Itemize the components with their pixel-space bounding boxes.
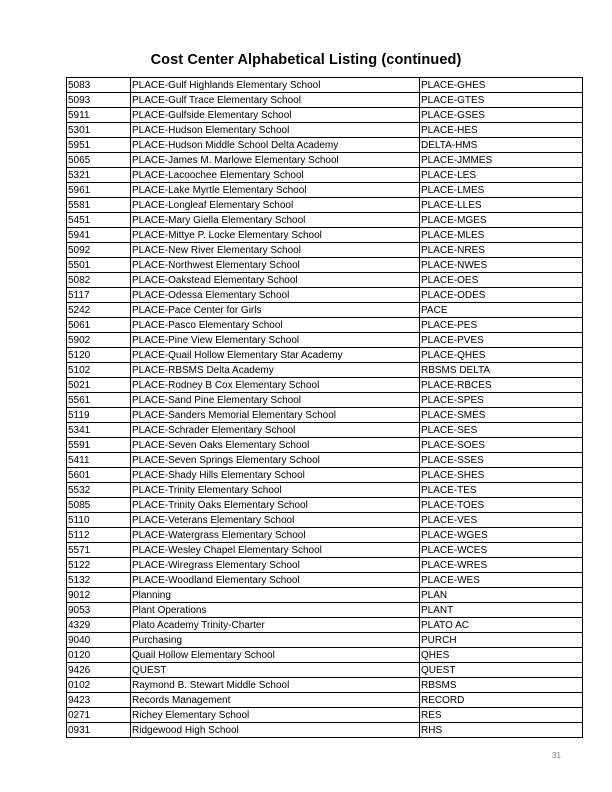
cost-center-abbreviation: PLACE-SMES (420, 408, 583, 423)
cost-center-code: 5093 (67, 93, 131, 108)
table-row (67, 423, 583, 438)
cost-center-code: 5561 (67, 393, 131, 408)
cost-center-name: PLACE-Lake Myrtle Elementary School (131, 183, 420, 198)
cost-center-name: PLACE-Odessa Elementary School (131, 288, 420, 303)
cost-center-name: PLACE-James M. Marlowe Elementary School (131, 153, 420, 168)
cost-center-name: PLACE-Rodney B Cox Elementary School (131, 378, 420, 393)
cost-center-code: 9426 (67, 663, 131, 678)
cost-center-abbreviation: PLACE-PVES (420, 333, 583, 348)
table-row (67, 588, 583, 603)
cost-center-table (66, 77, 583, 738)
cost-center-code: 5065 (67, 153, 131, 168)
cost-center-name: PLACE-Gulfside Elementary School (131, 108, 420, 123)
cost-center-name: PLACE-Quail Hollow Elementary Star Academy (131, 348, 420, 363)
cost-center-name: PLACE-Schrader Elementary School (131, 423, 420, 438)
table-row (67, 108, 583, 123)
cost-center-name: PLACE-Mittye P. Locke Elementary School (131, 228, 420, 243)
cost-center-code: 5112 (67, 528, 131, 543)
cost-center-abbreviation: RBSMS DELTA (420, 363, 583, 378)
cost-center-code: 9012 (67, 588, 131, 603)
cost-center-name: Quail Hollow Elementary School (131, 648, 420, 663)
cost-center-code: 5581 (67, 198, 131, 213)
table-row (67, 393, 583, 408)
cost-center-abbreviation: PLACE-SES (420, 423, 583, 438)
table-row (67, 363, 583, 378)
cost-center-abbreviation: PLACE-LLES (420, 198, 583, 213)
cost-center-name: PLACE-Longleaf Elementary School (131, 198, 420, 213)
cost-center-name: PLACE-Sand Pine Elementary School (131, 393, 420, 408)
cost-center-name: Plant Operations (131, 603, 420, 618)
cost-center-code: 5951 (67, 138, 131, 153)
table-row (67, 378, 583, 393)
cost-center-abbreviation: PLACE-NWES (420, 258, 583, 273)
cost-center-name: PLACE-Wesley Chapel Elementary School (131, 543, 420, 558)
cost-center-abbreviation: PLACE-TES (420, 483, 583, 498)
table-row (67, 528, 583, 543)
cost-center-code: 5122 (67, 558, 131, 573)
cost-center-abbreviation: PLACE-JMMES (420, 153, 583, 168)
cost-center-code: 5119 (67, 408, 131, 423)
cost-center-table-body (67, 78, 583, 738)
cost-center-name: Richey Elementary School (131, 708, 420, 723)
cost-center-name: PLACE-Hudson Elementary School (131, 123, 420, 138)
table-row (67, 153, 583, 168)
cost-center-name: PLACE-New River Elementary School (131, 243, 420, 258)
table-row (67, 213, 583, 228)
cost-center-abbreviation: PACE (420, 303, 583, 318)
cost-center-abbreviation: PURCH (420, 633, 583, 648)
cost-center-abbreviation: PLACE-WES (420, 573, 583, 588)
cost-center-abbreviation: PLACE-ODES (420, 288, 583, 303)
cost-center-code: 0102 (67, 678, 131, 693)
cost-center-name: PLACE-Sanders Memorial Elementary School (131, 408, 420, 423)
table-row (67, 648, 583, 663)
cost-center-name: PLACE-Trinity Elementary School (131, 483, 420, 498)
table-row (67, 243, 583, 258)
cost-center-abbreviation: PLACE-MGES (420, 213, 583, 228)
cost-center-abbreviation: PLACE-SSES (420, 453, 583, 468)
cost-center-name: Records Management (131, 693, 420, 708)
cost-center-code: 5061 (67, 318, 131, 333)
table-row (67, 618, 583, 633)
cost-center-name: PLACE-Seven Oaks Elementary School (131, 438, 420, 453)
cost-center-name: PLACE-Oakstead Elementary School (131, 273, 420, 288)
cost-center-name: PLACE-Northwest Elementary School (131, 258, 420, 273)
table-row (67, 573, 583, 588)
cost-center-abbreviation: PLACE-GSES (420, 108, 583, 123)
cost-center-code: 5082 (67, 273, 131, 288)
cost-center-abbreviation: PLACE-WCES (420, 543, 583, 558)
table-row (67, 693, 583, 708)
table-row (67, 348, 583, 363)
cost-center-abbreviation: RHS (420, 723, 583, 738)
table-row (67, 678, 583, 693)
cost-center-name: PLACE-Wiregrass Elementary School (131, 558, 420, 573)
table-row (67, 333, 583, 348)
cost-center-code: 5120 (67, 348, 131, 363)
cost-center-abbreviation: PLACE-SPES (420, 393, 583, 408)
cost-center-name: PLACE-Shady Hills Elementary School (131, 468, 420, 483)
table-row (67, 603, 583, 618)
table-row (67, 258, 583, 273)
cost-center-name: PLACE-Trinity Oaks Elementary School (131, 498, 420, 513)
table-row (67, 168, 583, 183)
cost-center-name: PLACE-Seven Springs Elementary School (131, 453, 420, 468)
table-row (67, 183, 583, 198)
cost-center-name: PLACE-RBSMS Delta Academy (131, 363, 420, 378)
table-row (67, 288, 583, 303)
cost-center-code: 5132 (67, 573, 131, 588)
cost-center-code: 5083 (67, 78, 131, 93)
table-row (67, 543, 583, 558)
cost-center-name: PLACE-Hudson Middle School Delta Academy (131, 138, 420, 153)
cost-center-code: 5411 (67, 453, 131, 468)
cost-center-code: 5911 (67, 108, 131, 123)
cost-center-code: 5451 (67, 213, 131, 228)
cost-center-abbreviation: PLACE-MLES (420, 228, 583, 243)
table-row (67, 273, 583, 288)
cost-center-abbreviation: PLACE-LES (420, 168, 583, 183)
cost-center-code: 5902 (67, 333, 131, 348)
table-row (67, 663, 583, 678)
table-row (67, 438, 583, 453)
cost-center-name: PLACE-Pine View Elementary School (131, 333, 420, 348)
cost-center-code: 9053 (67, 603, 131, 618)
cost-center-abbreviation: PLACE-OES (420, 273, 583, 288)
cost-center-code: 5501 (67, 258, 131, 273)
table-row (67, 498, 583, 513)
cost-center-code: 5110 (67, 513, 131, 528)
cost-center-code: 0271 (67, 708, 131, 723)
cost-center-code: 9423 (67, 693, 131, 708)
cost-center-name: QUEST (131, 663, 420, 678)
cost-center-abbreviation: PLACE-RBCES (420, 378, 583, 393)
cost-center-abbreviation: PLACE-GTES (420, 93, 583, 108)
table-row (67, 93, 583, 108)
cost-center-abbreviation: PLACE-PES (420, 318, 583, 333)
cost-center-code: 9040 (67, 633, 131, 648)
cost-center-abbreviation: PLACE-WRES (420, 558, 583, 573)
cost-center-abbreviation: QUEST (420, 663, 583, 678)
cost-center-abbreviation: RECORD (420, 693, 583, 708)
cost-center-abbreviation: PLANT (420, 603, 583, 618)
table-row (67, 468, 583, 483)
cost-center-abbreviation: PLACE-LMES (420, 183, 583, 198)
cost-center-abbreviation: QHES (420, 648, 583, 663)
cost-center-code: 5571 (67, 543, 131, 558)
table-row (67, 228, 583, 243)
table-row (67, 123, 583, 138)
cost-center-abbreviation: RBSMS (420, 678, 583, 693)
cost-center-code: 5341 (67, 423, 131, 438)
table-row (67, 198, 583, 213)
cost-center-code: 5085 (67, 498, 131, 513)
cost-center-code: 0931 (67, 723, 131, 738)
cost-center-abbreviation: RES (420, 708, 583, 723)
cost-center-code: 4329 (67, 618, 131, 633)
cost-center-name: PLACE-Pasco Elementary School (131, 318, 420, 333)
cost-center-name: Planning (131, 588, 420, 603)
cost-center-name: PLACE-Woodland Elementary School (131, 573, 420, 588)
table-row (67, 78, 583, 93)
page-number: 31 (552, 751, 561, 760)
cost-center-name: Purchasing (131, 633, 420, 648)
cost-center-abbreviation: PLACE-SOES (420, 438, 583, 453)
cost-center-abbreviation: DELTA-HMS (420, 138, 583, 153)
cost-center-code: 5532 (67, 483, 131, 498)
cost-center-code: 5117 (67, 288, 131, 303)
cost-center-abbreviation: PLACE-GHES (420, 78, 583, 93)
table-row (67, 723, 583, 738)
cost-center-name: PLACE-Lacoochee Elementary School (131, 168, 420, 183)
cost-center-abbreviation: PLACE-NRES (420, 243, 583, 258)
cost-center-name: PLACE-Veterans Elementary School (131, 513, 420, 528)
cost-center-abbreviation: PLACE-HES (420, 123, 583, 138)
table-row (67, 408, 583, 423)
cost-center-abbreviation: PLAN (420, 588, 583, 603)
cost-center-abbreviation: PLACE-VES (420, 513, 583, 528)
table-row (67, 318, 583, 333)
table-row (67, 708, 583, 723)
cost-center-name: PLACE-Mary Giella Elementary School (131, 213, 420, 228)
cost-center-abbreviation: PLACE-SHES (420, 468, 583, 483)
cost-center-name: PLACE-Gulf Trace Elementary School (131, 93, 420, 108)
cost-center-code: 5601 (67, 468, 131, 483)
cost-center-abbreviation: PLACE-QHES (420, 348, 583, 363)
cost-center-code: 5092 (67, 243, 131, 258)
page-title: Cost Center Alphabetical Listing (continued) (150, 52, 462, 68)
cost-center-code: 5941 (67, 228, 131, 243)
cost-center-name: PLACE-Gulf Highlands Elementary School (131, 78, 420, 93)
cost-center-name: PLACE-Watergrass Elementary School (131, 528, 420, 543)
table-row (67, 138, 583, 153)
table-row (67, 513, 583, 528)
cost-center-code: 5321 (67, 168, 131, 183)
cost-center-code: 0120 (67, 648, 131, 663)
table-row (67, 303, 583, 318)
cost-center-code: 5961 (67, 183, 131, 198)
cost-center-code: 5301 (67, 123, 131, 138)
cost-center-code: 5242 (67, 303, 131, 318)
table-row (67, 453, 583, 468)
cost-center-abbreviation: PLATO AC (420, 618, 583, 633)
table-row (67, 633, 583, 648)
table-row (67, 558, 583, 573)
table-row (67, 483, 583, 498)
cost-center-code: 5591 (67, 438, 131, 453)
cost-center-name: Ridgewood High School (131, 723, 420, 738)
cost-center-code: 5102 (67, 363, 131, 378)
cost-center-abbreviation: PLACE-TOES (420, 498, 583, 513)
cost-center-name: PLACE-Pace Center for Girls (131, 303, 420, 318)
cost-center-name: Raymond B. Stewart Middle School (131, 678, 420, 693)
cost-center-code: 5021 (67, 378, 131, 393)
cost-center-abbreviation: PLACE-WGES (420, 528, 583, 543)
cost-center-name: Plato Academy Trinity-Charter (131, 618, 420, 633)
